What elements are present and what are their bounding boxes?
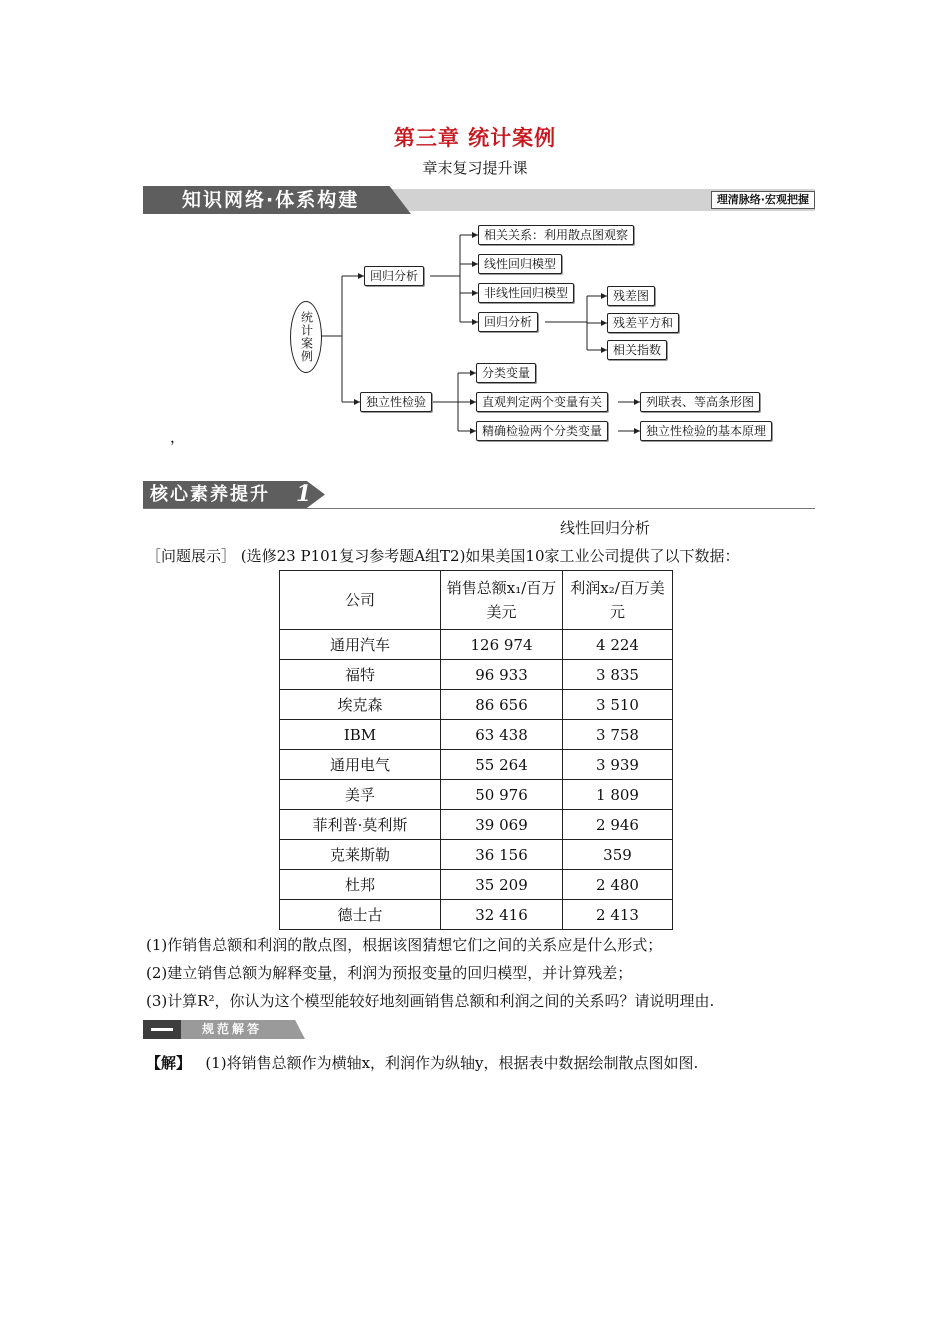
table-cell: 3 510 — [563, 690, 673, 720]
table-cell: 50 976 — [441, 780, 563, 810]
question-2: (2)建立销售总额为解释变量，利润为预报变量的回归模型，并计算残差； — [146, 964, 633, 982]
mindmap-connectors — [0, 0, 950, 460]
table-cell: 3 758 — [563, 720, 673, 750]
table-row — [280, 690, 673, 720]
table-cell: 2 946 — [563, 810, 673, 840]
table-cell: 96 933 — [441, 660, 563, 690]
table-cell: 39 069 — [441, 810, 563, 840]
chapter-title: 第三章 统计案例 — [393, 126, 557, 150]
section-banner-tag: 理清脉络·宏观把握 — [711, 191, 815, 209]
mindmap-node-linear-model: 线性回归模型 — [478, 254, 562, 274]
table-row — [280, 630, 673, 660]
mindmap-node-correlation: 相关关系：利用散点图观察 — [478, 225, 634, 245]
table-cell: 杜邦 — [280, 870, 441, 900]
table-row — [280, 900, 673, 930]
table-cell: 2 480 — [563, 870, 673, 900]
mindmap-node-precise-test: 精确检验两个分类变量 — [476, 421, 608, 441]
table-cell: 埃克森 — [280, 690, 441, 720]
answer-banner-title: 规范解答 — [202, 1022, 263, 1036]
stray-mark: ， — [170, 428, 186, 446]
section2-banner-title: 核心素养提升 — [150, 484, 270, 505]
table-row — [280, 720, 673, 750]
mindmap-node-nonlinear-model: 非线性回归模型 — [478, 283, 574, 303]
mindmap-node-residual-plot: 残差图 — [607, 286, 655, 306]
table-row — [280, 660, 673, 690]
table-cell: 359 — [563, 840, 673, 870]
table-header: 销售总额x₁/百万美元 — [441, 571, 563, 630]
table-cell: 55 264 — [441, 750, 563, 780]
table-cell: 通用电气 — [280, 750, 441, 780]
mindmap-branch-independence: 独立性检验 — [360, 392, 432, 412]
mindmap-node-principle: 独立性检验的基本原理 — [640, 421, 772, 441]
table-cell: 美孚 — [280, 780, 441, 810]
mindmap-node-residual-sum: 残差平方和 — [607, 313, 679, 333]
mindmap-node-correlation-index: 相关指数 — [607, 340, 667, 360]
table-cell: 32 416 — [441, 900, 563, 930]
table-cell: 克莱斯勒 — [280, 840, 441, 870]
table-row — [280, 810, 673, 840]
solution-text: (1)将销售总额作为横轴x，利润作为纵轴y，根据表中数据绘制散点图如图. — [205, 1054, 699, 1072]
table-header: 公司 — [280, 571, 441, 630]
section-banner-title: 知识网络·体系构建 — [182, 189, 360, 211]
mindmap-root: 统计案例 — [290, 301, 322, 373]
lesson-subtitle: 章末复习提升课 — [422, 159, 528, 177]
table-cell: 德士古 — [280, 900, 441, 930]
table-cell: 126 974 — [441, 630, 563, 660]
table-cell: 4 224 — [563, 630, 673, 660]
table-row — [280, 840, 673, 870]
table-row — [280, 750, 673, 780]
table-row — [280, 870, 673, 900]
table-header-row — [280, 571, 673, 630]
table-cell: 36 156 — [441, 840, 563, 870]
table-cell: 2 413 — [563, 900, 673, 930]
table-cell: 35 209 — [441, 870, 563, 900]
mindmap-node-regression-analysis: 回归分析 — [478, 312, 538, 332]
answer-banner-dash — [151, 1028, 173, 1031]
problem-intro: ［问题展示］ (选修23 P101复习参考题A组T2)如果美国10家工业公司提供了以下数据： — [146, 547, 740, 565]
table-cell: 通用汽车 — [280, 630, 441, 660]
solution-label: 【解】 — [146, 1054, 192, 1072]
table-row — [280, 780, 673, 810]
section2-underline — [143, 508, 815, 509]
table-header: 利润x₂/百万美元 — [563, 571, 673, 630]
table-cell: 86 656 — [441, 690, 563, 720]
table-cell: IBM — [280, 720, 441, 750]
question-3: (3)计算R²，你认为这个模型能较好地刻画销售总额和利润之间的关系吗？请说明理由. — [146, 992, 715, 1010]
question-1: (1)作销售总额和利润的散点图，根据该图猜想它们之间的关系应是什么形式； — [146, 936, 663, 954]
solution-paragraph — [146, 1052, 698, 1073]
mindmap-node-intuitive: 直观判定两个变量有关 — [476, 392, 608, 412]
mindmap-node-categorical: 分类变量 — [476, 363, 536, 383]
problem-topic: 线性回归分析 — [560, 519, 651, 537]
mindmap-node-contingency: 列联表、等高条形图 — [640, 392, 760, 412]
mindmap-branch-regression: 回归分析 — [364, 266, 424, 286]
table-cell: 福特 — [280, 660, 441, 690]
section2-banner-number: 1 — [296, 481, 312, 507]
table-cell: 63 438 — [441, 720, 563, 750]
data-table — [279, 570, 673, 930]
table-cell: 3 939 — [563, 750, 673, 780]
table-cell: 1 809 — [563, 780, 673, 810]
table-cell: 菲利普·莫利斯 — [280, 810, 441, 840]
table-cell: 3 835 — [563, 660, 673, 690]
